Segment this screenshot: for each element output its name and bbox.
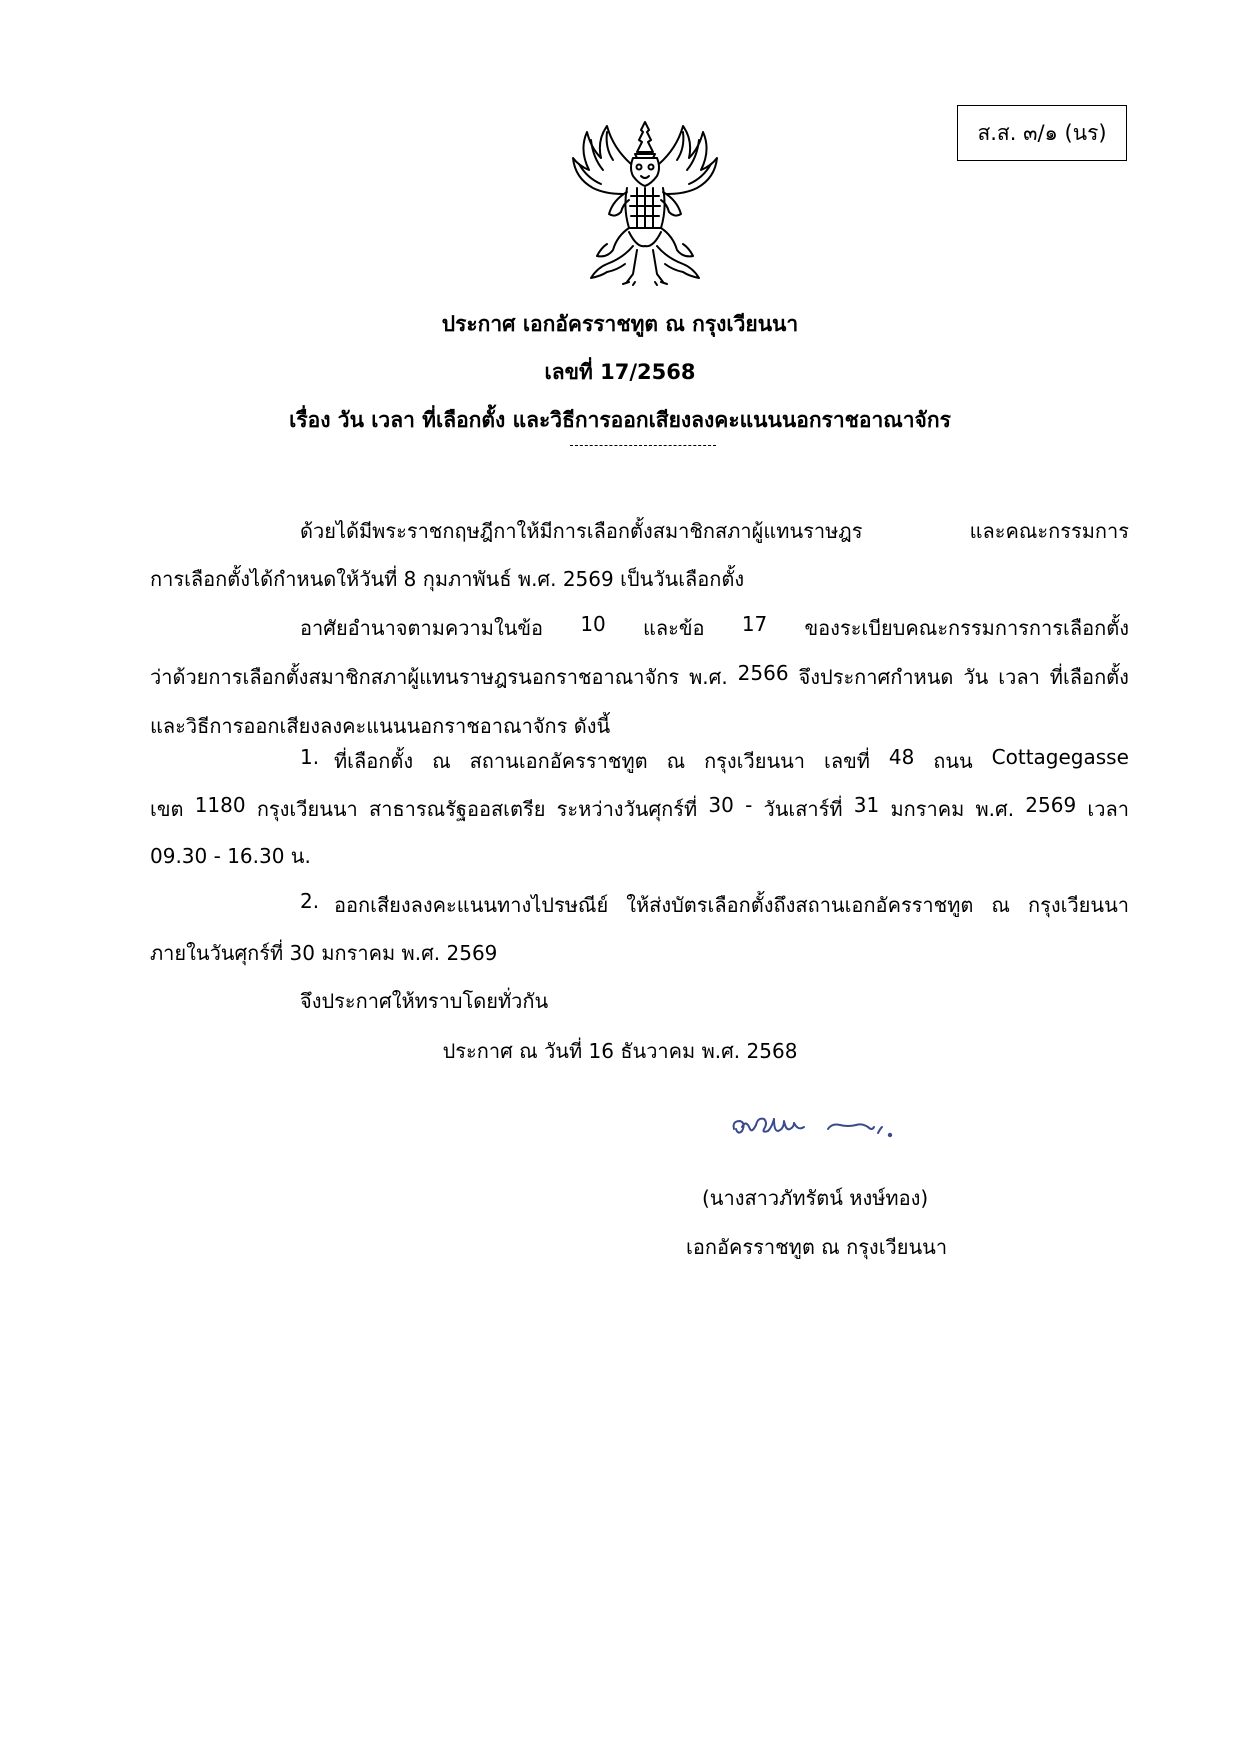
text-segment: 17 <box>741 612 768 636</box>
text-segment: เขต <box>150 797 184 821</box>
text-segment: 48 <box>888 745 915 769</box>
text-segment: กรุงเวียนนา <box>704 749 806 773</box>
garuda-emblem <box>567 118 723 286</box>
text-segment: และข้อ <box>643 616 705 640</box>
text-segment: 1180 <box>194 793 246 817</box>
para2-line3: และวิธีการออกเสียงลงคะแนนนอกราชอาณาจักร ดังนี้ <box>150 714 611 738</box>
item2-line1 <box>334 889 1129 921</box>
text-segment: พ.ศ. <box>975 797 1015 821</box>
item2-number: 2. <box>300 889 320 913</box>
text-segment: Cottagegasse <box>991 745 1129 769</box>
text-segment: ที่เลือกตั้ง <box>334 749 414 773</box>
signer-position: เอกอัครราชทูต ณ กรุงเวียนนา <box>686 1235 948 1259</box>
signer-name: (นางสาวภัทรัตน์ หงษ์ทอง) <box>702 1186 929 1210</box>
para1-line1 <box>300 515 1129 547</box>
text-segment: วันเสาร์ที่ <box>763 797 843 821</box>
separator-line <box>570 445 716 446</box>
text-segment: และคณะกรรมการ <box>969 519 1129 543</box>
text-segment: 2569 <box>1025 793 1077 817</box>
text-segment: ว่าด้วยการเลือกตั้งสมาชิกสภาผู้แทนราษฎรนอกราชอาณาจักร <box>150 665 680 689</box>
text-segment: ณ <box>666 749 686 773</box>
para1-line2: การเลือกตั้งได้กำหนดให้วันที่ 8 กุมภาพันธ์ พ.ศ. 2569 เป็นวันเลือกตั้ง <box>150 567 745 591</box>
text-segment: ให้ส่งบัตรเลือกตั้งถึงสถานเอกอัครราชทูต <box>626 893 974 917</box>
item2-line2: ภายในวันศุกร์ที่ 30 มกราคม พ.ศ. 2569 <box>150 941 498 965</box>
handwritten-signature <box>728 1105 938 1145</box>
text-segment: ที่เลือกตั้ง <box>1049 665 1129 689</box>
text-segment: 30 <box>708 793 734 817</box>
text-segment: ของระเบียบคณะกรรมการการเลือกตั้ง <box>804 616 1129 640</box>
text-segment: 10 <box>580 612 606 636</box>
text-segment: กรุงเวียนนา <box>1028 893 1129 917</box>
para2-line1 <box>300 612 1129 644</box>
text-segment: สถานเอกอัครราชทูต <box>469 749 648 773</box>
text-segment: ณ <box>991 893 1010 917</box>
announce-date: ประกาศ ณ วันที่ 16 ธันวาคม พ.ศ. 2568 <box>442 1039 798 1063</box>
text-segment: 2566 <box>737 661 789 685</box>
announcement-title: ประกาศ เอกอัครราชทูต ณ กรุงเวียนนา <box>441 312 799 336</box>
text-segment: ถนน <box>933 749 973 773</box>
text-segment: เลขที่ <box>823 749 870 773</box>
text-segment: เวลา <box>1087 797 1129 821</box>
text-segment: ระหว่างวันศุกร์ที่ <box>556 797 698 821</box>
closing-text: จึงประกาศให้ทราบโดยทั่วกัน <box>300 989 549 1013</box>
announcement-number: เลขที่ 17/2568 <box>544 360 696 384</box>
text-segment: สาธารณรัฐออสเตรีย <box>369 797 546 821</box>
text-segment: - <box>745 793 753 817</box>
text-segment: พ.ศ. <box>689 665 728 689</box>
text-segment: 31 <box>853 793 880 817</box>
item1-line3: 09.30 - 16.30 น. <box>150 844 311 868</box>
announcement-subject: เรื่อง วัน เวลา ที่เลือกตั้ง และวิธีการออกเสียงลงคะแนนนอกราชอาณาจักร <box>289 408 951 432</box>
text-segment: จึงประกาศกำหนด <box>798 665 954 689</box>
text-segment: ณ <box>432 749 451 773</box>
text-segment: กรุงเวียนนา <box>256 797 358 821</box>
para2-line2 <box>150 661 1129 693</box>
text-segment: มกราคม <box>890 797 965 821</box>
text-segment: วัน <box>963 665 989 689</box>
item1-line2 <box>150 793 1129 825</box>
item1-number: 1. <box>300 745 320 769</box>
text-segment: เวลา <box>998 665 1040 689</box>
item1-line1 <box>334 745 1129 777</box>
text-segment: อาศัยอำนาจตามความในข้อ <box>300 616 544 640</box>
text-segment: ออกเสียงลงคะแนนทางไปรษณีย์ <box>334 893 609 917</box>
form-code-box: ส.ส. ๓/๑ (นร) <box>957 105 1127 161</box>
text-segment: ด้วยได้มีพระราชกฤษฎีกาให้มีการเลือกตั้งสมาชิกสภาผู้แทนราษฎร <box>300 519 863 543</box>
